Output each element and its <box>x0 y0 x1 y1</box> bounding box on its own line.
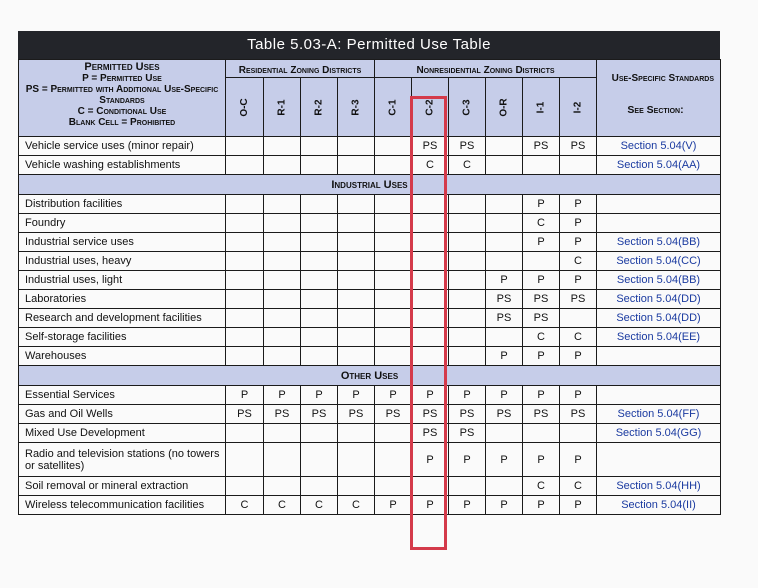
use-name: Radio and television stations (no towers or satellites) <box>19 443 226 477</box>
section-reference: Section 5.04(II) <box>597 496 721 515</box>
permission-cell <box>338 214 375 233</box>
district-label: C-1 <box>387 98 399 116</box>
permission-cell <box>226 347 264 366</box>
section-reference: Section 5.04(BB) <box>597 271 721 290</box>
permission-cell <box>301 271 338 290</box>
table-row <box>19 252 721 271</box>
permission-cell <box>264 195 301 214</box>
table-row <box>19 137 721 156</box>
permission-cell <box>560 156 597 175</box>
permission-cell: PS <box>449 137 486 156</box>
permission-cell: C <box>226 496 264 515</box>
table-row <box>19 233 721 252</box>
permission-cell: P <box>523 347 560 366</box>
legend-cell <box>19 60 226 137</box>
permission-cell <box>264 290 301 309</box>
permission-cell <box>226 233 264 252</box>
permission-cell <box>264 233 301 252</box>
permitted-use-table-container <box>18 31 720 515</box>
standards-label: Use-Specific Standards <box>611 73 714 84</box>
table-row <box>19 477 721 496</box>
permission-cell: P <box>560 195 597 214</box>
permission-cell <box>338 309 375 328</box>
permission-cell <box>226 252 264 271</box>
table-row <box>19 309 721 328</box>
permission-cell: P <box>560 443 597 477</box>
permission-cell: PS <box>523 405 560 424</box>
district-header <box>523 78 560 137</box>
permission-cell: P <box>560 233 597 252</box>
use-name: Vehicle washing establishments <box>19 156 226 175</box>
section-reference: Section 5.04(BB) <box>597 233 721 252</box>
permission-cell: P <box>523 233 560 252</box>
permission-cell <box>301 233 338 252</box>
use-name: Vehicle service uses (minor repair) <box>19 137 226 156</box>
permission-cell <box>264 309 301 328</box>
use-name: Laboratories <box>19 290 226 309</box>
permission-cell <box>375 156 412 175</box>
permission-cell: C <box>523 477 560 496</box>
permission-cell <box>412 347 449 366</box>
permission-cell <box>412 195 449 214</box>
permission-cell: P <box>486 271 523 290</box>
permission-cell <box>301 443 338 477</box>
header-group-row <box>19 60 721 78</box>
district-header <box>338 78 375 137</box>
permission-cell: C <box>523 214 560 233</box>
permission-cell <box>412 233 449 252</box>
permission-cell: P <box>449 443 486 477</box>
permission-cell <box>226 137 264 156</box>
permission-cell <box>338 328 375 347</box>
district-header <box>449 78 486 137</box>
permission-cell <box>412 214 449 233</box>
permission-cell: PS <box>301 405 338 424</box>
permission-cell <box>338 290 375 309</box>
permission-cell: PS <box>412 424 449 443</box>
permission-cell <box>338 252 375 271</box>
permission-cell: PS <box>523 290 560 309</box>
permission-cell: P <box>375 386 412 405</box>
permission-cell: P <box>264 386 301 405</box>
permission-cell: PS <box>560 405 597 424</box>
permission-cell: P <box>226 386 264 405</box>
permission-cell: P <box>523 195 560 214</box>
permission-cell <box>264 252 301 271</box>
section-header-row <box>19 366 721 386</box>
permission-cell <box>264 347 301 366</box>
permission-cell: P <box>560 347 597 366</box>
table-row <box>19 424 721 443</box>
use-name: Distribution facilities <box>19 195 226 214</box>
permission-cell <box>301 424 338 443</box>
permission-cell <box>375 214 412 233</box>
permission-cell <box>560 424 597 443</box>
use-name: Foundry <box>19 214 226 233</box>
table-row <box>19 443 721 477</box>
legend-blank: Blank Cell = Prohibited <box>68 117 176 128</box>
permission-cell: C <box>560 477 597 496</box>
permission-cell <box>486 233 523 252</box>
permission-cell: PS <box>486 405 523 424</box>
permission-cell <box>449 328 486 347</box>
permission-cell <box>375 309 412 328</box>
permission-cell: P <box>412 386 449 405</box>
permission-cell: P <box>449 386 486 405</box>
permission-cell <box>226 156 264 175</box>
permission-cell <box>264 271 301 290</box>
use-specific-standards-header <box>597 60 721 137</box>
permission-cell <box>226 271 264 290</box>
permission-cell: C <box>449 156 486 175</box>
permission-cell <box>301 156 338 175</box>
permission-cell <box>449 214 486 233</box>
permission-cell: PS <box>523 137 560 156</box>
permission-cell <box>226 195 264 214</box>
permission-cell <box>523 424 560 443</box>
legend-p: P = Permitted Use <box>82 73 162 84</box>
section-reference: Section 5.04(HH) <box>597 477 721 496</box>
district-label: O-C <box>239 97 250 117</box>
permission-cell <box>375 290 412 309</box>
permission-cell <box>226 290 264 309</box>
permission-cell <box>449 477 486 496</box>
permission-cell: P <box>486 443 523 477</box>
permission-cell: P <box>560 214 597 233</box>
permission-cell <box>449 309 486 328</box>
permission-cell <box>560 309 597 328</box>
district-label: R-3 <box>350 98 362 116</box>
permission-cell: C <box>412 156 449 175</box>
permission-cell: C <box>523 328 560 347</box>
table-row <box>19 405 721 424</box>
permission-cell <box>338 195 375 214</box>
permission-cell <box>264 328 301 347</box>
permission-cell <box>449 347 486 366</box>
permission-cell <box>375 195 412 214</box>
permission-cell <box>301 309 338 328</box>
permission-cell: P <box>486 386 523 405</box>
permission-cell <box>412 477 449 496</box>
permission-cell <box>375 137 412 156</box>
permission-cell <box>449 290 486 309</box>
permission-cell <box>301 477 338 496</box>
use-name: Industrial uses, light <box>19 271 226 290</box>
table-row <box>19 290 721 309</box>
permission-cell <box>412 290 449 309</box>
use-name: Industrial uses, heavy <box>19 252 226 271</box>
permission-cell <box>375 424 412 443</box>
permission-cell: P <box>486 496 523 515</box>
table-row <box>19 195 721 214</box>
permitted-use-table <box>18 59 721 515</box>
permission-cell <box>264 137 301 156</box>
permission-cell <box>412 252 449 271</box>
district-header <box>301 78 338 137</box>
district-label: O-R <box>498 97 510 117</box>
permission-cell <box>486 137 523 156</box>
permission-cell <box>523 156 560 175</box>
section-reference <box>597 214 721 233</box>
permission-cell <box>226 477 264 496</box>
permission-cell <box>375 328 412 347</box>
permission-cell: PS <box>226 405 264 424</box>
permission-cell: P <box>375 496 412 515</box>
table-row <box>19 347 721 366</box>
section-reference: Section 5.04(FF) <box>597 405 721 424</box>
table-row <box>19 214 721 233</box>
section-reference: Section 5.04(DD) <box>597 309 721 328</box>
permission-cell: PS <box>412 405 449 424</box>
section-reference: Section 5.04(DD) <box>597 290 721 309</box>
permission-cell: PS <box>338 405 375 424</box>
permission-cell <box>412 309 449 328</box>
legend-c: C = Conditional Use <box>77 106 167 117</box>
permission-cell <box>486 424 523 443</box>
district-label: R-1 <box>276 98 288 116</box>
permission-cell <box>226 328 264 347</box>
permission-cell: PS <box>486 290 523 309</box>
permission-cell <box>226 424 264 443</box>
table-row <box>19 156 721 175</box>
legend-ps: PS = Permitted with Additional Use-Specific Standards <box>25 84 219 106</box>
use-name: Research and development facilities <box>19 309 226 328</box>
permission-cell <box>264 156 301 175</box>
permission-cell: PS <box>449 424 486 443</box>
section-reference <box>597 386 721 405</box>
section-reference <box>597 347 721 366</box>
permission-cell <box>375 271 412 290</box>
permission-cell: C <box>264 496 301 515</box>
permission-cell <box>338 443 375 477</box>
permission-cell <box>338 477 375 496</box>
table-row <box>19 328 721 347</box>
district-header <box>226 78 264 137</box>
permission-cell: C <box>301 496 338 515</box>
permission-cell <box>338 156 375 175</box>
district-header <box>412 78 449 137</box>
permission-cell: P <box>486 347 523 366</box>
use-name: Gas and Oil Wells <box>19 405 226 424</box>
table-title: Table 5.03-A: Permitted Use Table <box>18 31 720 59</box>
permission-cell <box>412 328 449 347</box>
district-label: I-1 <box>535 101 547 113</box>
district-header <box>560 78 597 137</box>
legend-heading: Permitted Uses <box>84 61 160 73</box>
permission-cell: PS <box>560 137 597 156</box>
permission-cell <box>486 328 523 347</box>
permission-cell <box>486 156 523 175</box>
permission-cell: P <box>449 496 486 515</box>
section-reference <box>597 443 721 477</box>
permission-cell <box>338 233 375 252</box>
permission-cell <box>486 214 523 233</box>
permission-cell <box>523 252 560 271</box>
permission-cell <box>301 195 338 214</box>
permission-cell <box>338 137 375 156</box>
permission-cell <box>449 271 486 290</box>
permission-cell <box>486 477 523 496</box>
section-header: Other Uses <box>19 366 721 386</box>
table-row <box>19 496 721 515</box>
permission-cell <box>412 271 449 290</box>
section-reference: Section 5.04(V) <box>597 137 721 156</box>
permission-cell <box>449 252 486 271</box>
permission-cell <box>301 137 338 156</box>
permission-cell <box>226 443 264 477</box>
section-reference: Section 5.04(CC) <box>597 252 721 271</box>
permission-cell: P <box>560 386 597 405</box>
permission-cell <box>301 290 338 309</box>
use-name: Warehouses <box>19 347 226 366</box>
permission-cell <box>375 347 412 366</box>
district-header <box>375 78 412 137</box>
permission-cell <box>301 328 338 347</box>
district-header <box>486 78 523 137</box>
permission-cell: P <box>412 443 449 477</box>
district-label: C-3 <box>461 98 473 116</box>
table-body <box>19 137 721 515</box>
permission-cell: PS <box>412 137 449 156</box>
permission-cell <box>301 347 338 366</box>
permission-cell <box>486 195 523 214</box>
permission-cell: P <box>412 496 449 515</box>
residential-group-header: Residential Zoning Districts <box>226 60 375 78</box>
permission-cell <box>264 443 301 477</box>
permission-cell <box>375 233 412 252</box>
permission-cell <box>375 443 412 477</box>
permission-cell: PS <box>523 309 560 328</box>
table-row <box>19 386 721 405</box>
permission-cell: PS <box>375 405 412 424</box>
use-name: Industrial service uses <box>19 233 226 252</box>
permission-cell <box>226 309 264 328</box>
permission-cell <box>375 252 412 271</box>
permission-cell <box>301 214 338 233</box>
use-name: Mixed Use Development <box>19 424 226 443</box>
district-label: R-2 <box>313 98 325 116</box>
permission-cell <box>301 252 338 271</box>
permission-cell: C <box>560 252 597 271</box>
permission-cell: PS <box>486 309 523 328</box>
permission-cell <box>264 424 301 443</box>
permission-cell <box>264 214 301 233</box>
permission-cell <box>338 347 375 366</box>
permission-cell: P <box>523 443 560 477</box>
permission-cell <box>449 195 486 214</box>
permission-cell: C <box>560 328 597 347</box>
permission-cell: P <box>523 496 560 515</box>
permission-cell <box>338 424 375 443</box>
table-row <box>19 271 721 290</box>
section-reference <box>597 195 721 214</box>
permission-cell <box>486 252 523 271</box>
permission-cell <box>264 477 301 496</box>
permission-cell <box>375 477 412 496</box>
district-header <box>264 78 301 137</box>
permission-cell: P <box>338 386 375 405</box>
permission-cell: PS <box>449 405 486 424</box>
permission-cell: P <box>523 271 560 290</box>
permission-cell: P <box>301 386 338 405</box>
permission-cell: PS <box>560 290 597 309</box>
use-name: Wireless telecommunication facilities <box>19 496 226 515</box>
section-reference: Section 5.04(AA) <box>597 156 721 175</box>
permission-cell: P <box>560 271 597 290</box>
section-header: Industrial Uses <box>19 175 721 195</box>
permission-cell: P <box>523 386 560 405</box>
permission-cell: PS <box>264 405 301 424</box>
district-label: I-2 <box>572 101 584 113</box>
see-section-label: See Section: <box>627 104 684 116</box>
permission-cell: C <box>338 496 375 515</box>
use-name: Essential Services <box>19 386 226 405</box>
permission-cell <box>226 214 264 233</box>
section-reference: Section 5.04(GG) <box>597 424 721 443</box>
permission-cell: P <box>560 496 597 515</box>
district-label: C-2 <box>424 98 436 116</box>
section-reference: Section 5.04(EE) <box>597 328 721 347</box>
use-name: Self-storage facilities <box>19 328 226 347</box>
use-name: Soil removal or mineral extraction <box>19 477 226 496</box>
section-header-row <box>19 175 721 195</box>
nonresidential-group-header: Nonresidential Zoning Districts <box>375 60 597 78</box>
permission-cell <box>449 233 486 252</box>
permission-cell <box>338 271 375 290</box>
